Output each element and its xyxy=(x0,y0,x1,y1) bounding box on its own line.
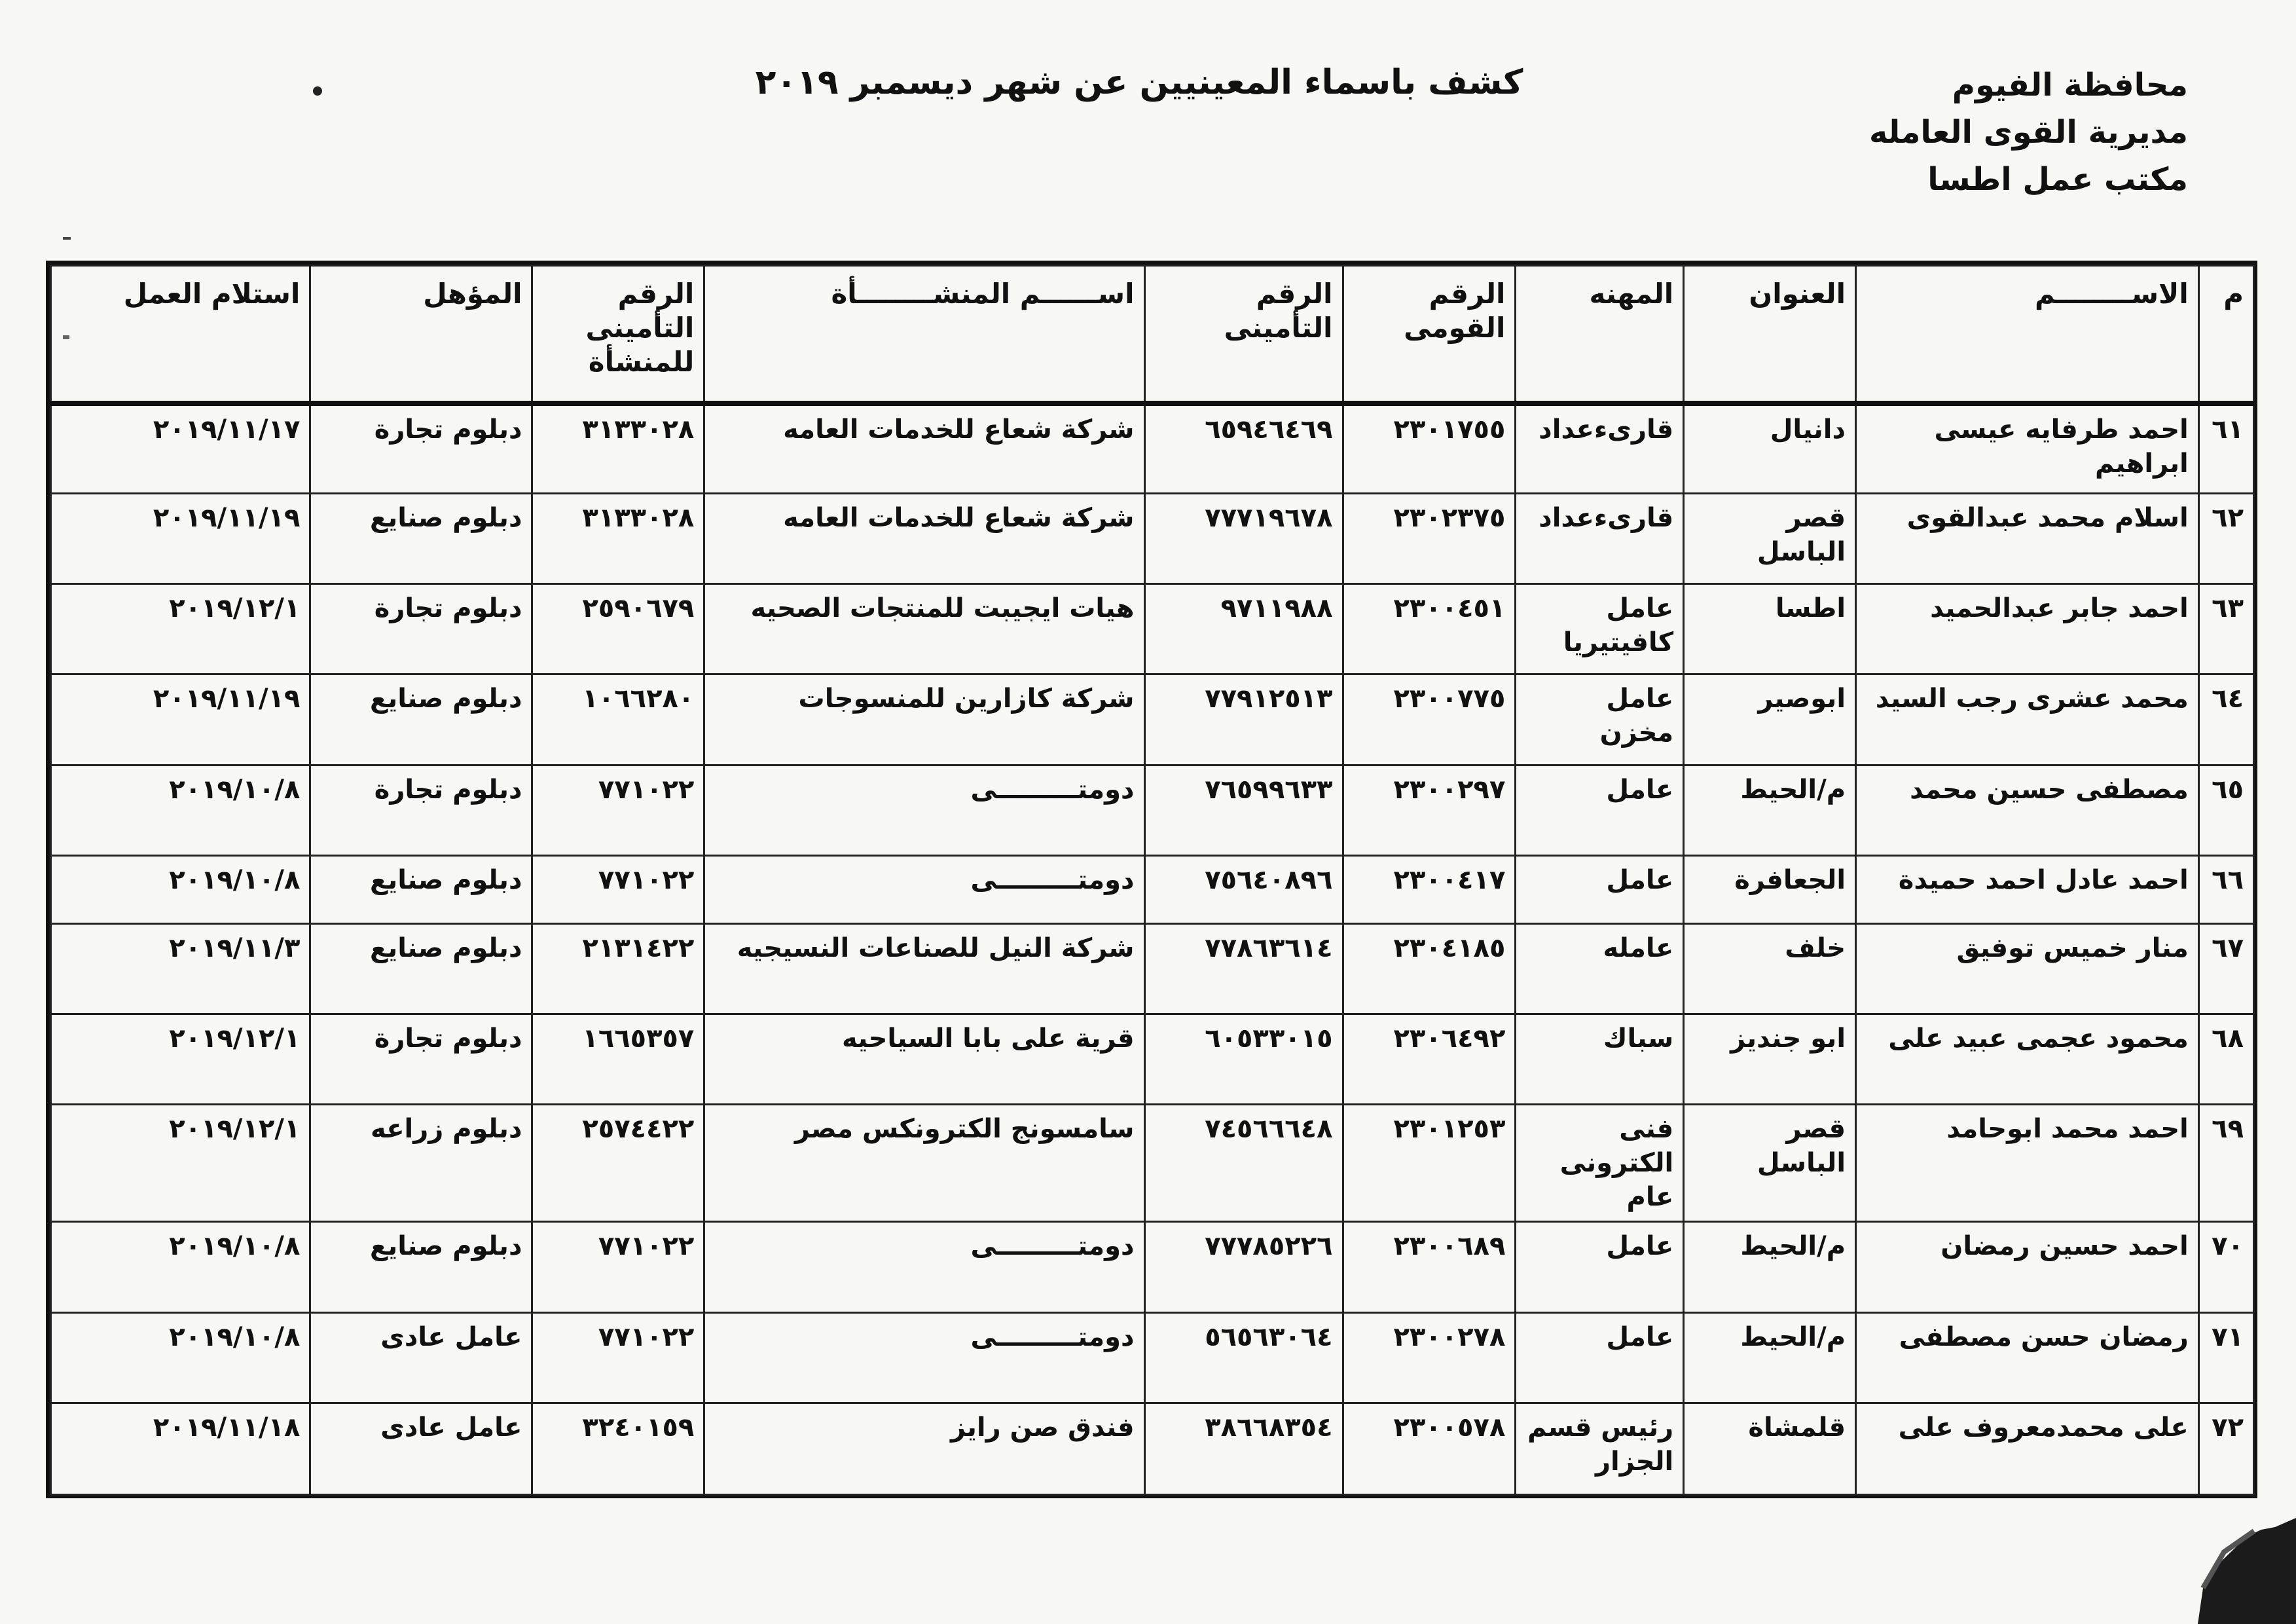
cell-national-id: ٢٣٠٠٤٥١ xyxy=(1343,584,1516,674)
cell-address: ابو جنديز xyxy=(1684,1014,1856,1105)
cell-national-id: ٢٣٠٠٢٩٧ xyxy=(1343,765,1516,855)
cell-name: منار خميس توفيق xyxy=(1856,923,2199,1014)
cell-establishment-insurance-number: ٣١٣٣٠٢٨ xyxy=(532,403,704,494)
cell-establishment-insurance-number: ٣١٣٣٠٢٨ xyxy=(532,494,704,584)
cell-index: ٧٠ xyxy=(2198,1222,2253,1312)
cell-name: مصطفى حسين محمد xyxy=(1856,765,2199,855)
cell-index: ٦٧ xyxy=(2198,923,2253,1014)
table-row xyxy=(51,494,2254,584)
cell-index: ٧٢ xyxy=(2198,1403,2253,1494)
cell-profession: عامل مخزن xyxy=(1516,674,1684,765)
cell-qualification: عامل عادى xyxy=(310,1403,532,1494)
cell-qualification: دبلوم تجارة xyxy=(310,403,532,494)
cell-index: ٦٣ xyxy=(2198,584,2253,674)
cell-address: قصر الباسل xyxy=(1684,494,1856,584)
header-block xyxy=(1869,62,2188,203)
cell-index: ٦٩ xyxy=(2198,1105,2253,1222)
cell-national-id: ٢٣٠٤١٨٥ xyxy=(1343,923,1516,1014)
cell-profession: فنى الكترونى عام xyxy=(1516,1105,1684,1222)
cell-national-id: ٢٣٠١٢٥٣ xyxy=(1343,1105,1516,1222)
page-title: كشف باسماء المعينيين عن شهر ديسمبر ٢٠١٩ xyxy=(755,63,1523,102)
cell-insurance-number: ٦٠٥٣٣٠١٥ xyxy=(1144,1014,1343,1105)
cell-insurance-number: ٧٧٨٦٣٦١٤ xyxy=(1144,923,1343,1014)
cell-national-id: ٢٣٠٠٧٧٥ xyxy=(1343,674,1516,765)
cell-address: خلف xyxy=(1684,923,1856,1014)
speck-mark xyxy=(63,237,71,240)
cell-qualification: دبلوم تجارة xyxy=(310,765,532,855)
cell-start-date: ٢٠١٩/١١/١٩ xyxy=(51,674,310,765)
cell-insurance-number: ٩٧١١٩٨٨ xyxy=(1144,584,1343,674)
cell-index: ٦٦ xyxy=(2198,855,2253,923)
cell-index: ٦٢ xyxy=(2198,494,2253,584)
cell-start-date: ٢٠١٩/١٠/٨ xyxy=(51,855,310,923)
table-row xyxy=(51,1403,2254,1494)
cell-profession: رئيس قسم الجزار xyxy=(1516,1403,1684,1494)
table-row xyxy=(51,674,2254,765)
cell-establishment-name: هيات ايجيبت للمنتجات الصحيه xyxy=(704,584,1144,674)
cell-name: رمضان حسن مصطفى xyxy=(1856,1312,2199,1403)
cell-profession: قارىءعداد xyxy=(1516,494,1684,584)
cell-name: احمد حسين رمضان xyxy=(1856,1222,2199,1312)
cell-address: دانيال xyxy=(1684,403,1856,494)
table-row xyxy=(51,1014,2254,1105)
cell-establishment-insurance-number: ٢٥٧٤٤٢٢ xyxy=(532,1105,704,1222)
cell-establishment-name: دومتـــــــــى xyxy=(704,765,1144,855)
cell-insurance-number: ٣٨٦٦٨٣٥٤ xyxy=(1144,1403,1343,1494)
cell-establishment-name: شركة النيل للصناعات النسيجيه xyxy=(704,923,1144,1014)
cell-insurance-number: ٧٧٩١٢٥١٣ xyxy=(1144,674,1343,765)
cell-qualification: دبلوم تجارة xyxy=(310,584,532,674)
cell-establishment-insurance-number: ٧٧١٠٢٢ xyxy=(532,1222,704,1312)
cell-establishment-insurance-number: ٣٢٤٠١٥٩ xyxy=(532,1403,704,1494)
cell-qualification: دبلوم صنايع xyxy=(310,1222,532,1312)
cell-establishment-name: قرية على بابا السياحيه xyxy=(704,1014,1144,1105)
cell-profession: قارىءعداد xyxy=(1516,403,1684,494)
table-row xyxy=(51,855,2254,923)
cell-index: ٧١ xyxy=(2198,1312,2253,1403)
table-header-row xyxy=(51,266,2254,403)
cell-start-date: ٢٠١٩/١١/٣ xyxy=(51,923,310,1014)
cell-address: م/الحيط xyxy=(1684,1222,1856,1312)
cell-qualification: دبلوم تجارة xyxy=(310,1014,532,1105)
cell-name: احمد محمد ابوحامد xyxy=(1856,1105,2199,1222)
cell-qualification: دبلوم صنايع xyxy=(310,674,532,765)
cell-profession: عامل كافيتيريا xyxy=(1516,584,1684,674)
cell-address: قصر الباسل xyxy=(1684,1105,1856,1222)
cell-address: م/الحيط xyxy=(1684,765,1856,855)
cell-profession: عامل xyxy=(1516,1222,1684,1312)
cell-start-date: ٢٠١٩/١٢/١ xyxy=(51,1014,310,1105)
cell-establishment-name: دومتـــــــــى xyxy=(704,1222,1144,1312)
cell-address: الجعافرة xyxy=(1684,855,1856,923)
cell-establishment-name: دومتـــــــــى xyxy=(704,855,1144,923)
cell-profession: عامل xyxy=(1516,765,1684,855)
cell-index: ٦١ xyxy=(2198,403,2253,494)
cell-national-id: ٢٣٠٠٢٧٨ xyxy=(1343,1312,1516,1403)
cell-insurance-number: ٧٧٧١٩٦٧٨ xyxy=(1144,494,1343,584)
cell-establishment-insurance-number: ١٠٦٦٢٨٠ xyxy=(532,674,704,765)
cell-name: احمد عادل احمد حميدة xyxy=(1856,855,2199,923)
cell-start-date: ٢٠١٩/١١/١٩ xyxy=(51,494,310,584)
cell-insurance-number: ٥٦٥٦٣٠٦٤ xyxy=(1144,1312,1343,1403)
cell-establishment-insurance-number: ٢٥٩٠٦٧٩ xyxy=(532,584,704,674)
cell-establishment-insurance-number: ٧٧١٠٢٢ xyxy=(532,1312,704,1403)
cell-insurance-number: ٦٥٩٤٦٤٦٩ xyxy=(1144,403,1343,494)
cell-national-id: ٢٣٠١٧٥٥ xyxy=(1343,403,1516,494)
cell-start-date: ٢٠١٩/١١/١٧ xyxy=(51,403,310,494)
cell-address: قلمشاة xyxy=(1684,1403,1856,1494)
cell-establishment-name: دومتـــــــــى xyxy=(704,1312,1144,1403)
cell-name: محمد عشرى رجب السيد xyxy=(1856,674,2199,765)
cell-index: ٦٥ xyxy=(2198,765,2253,855)
cell-insurance-number: ٧٧٧٨٥٢٢٦ xyxy=(1144,1222,1343,1312)
header-name: الاســــــــم xyxy=(1856,266,2199,403)
cell-establishment-insurance-number: ١٦٦٥٣٥٧ xyxy=(532,1014,704,1105)
cell-qualification: دبلوم صنايع xyxy=(310,494,532,584)
cell-profession: عامله xyxy=(1516,923,1684,1014)
header-establishment-insurance-number: الرقم التأمينى للمنشأة xyxy=(532,266,704,403)
header-index: م xyxy=(2198,266,2253,403)
cell-national-id: ٢٣٠٢٣٧٥ xyxy=(1343,494,1516,584)
table-row xyxy=(51,1312,2254,1403)
cell-start-date: ٢٠١٩/١٢/١ xyxy=(51,584,310,674)
cell-address: م/الحيط xyxy=(1684,1312,1856,1403)
header-qualification: المؤهل xyxy=(310,266,532,403)
dot-mark xyxy=(313,86,322,96)
cell-start-date: ٢٠١٩/١٢/١ xyxy=(51,1105,310,1222)
cell-qualification: دبلوم زراعه xyxy=(310,1105,532,1222)
cell-name: احمد طرفايه عيسى ابراهيم xyxy=(1856,403,2199,494)
cell-insurance-number: ٧٥٦٤٠٨٩٦ xyxy=(1144,855,1343,923)
cell-establishment-name: شركة شعاع للخدمات العامه xyxy=(704,403,1144,494)
cell-insurance-number: ٧٦٥٩٩٦٣٣ xyxy=(1144,765,1343,855)
cell-profession: عامل xyxy=(1516,1312,1684,1403)
cell-qualification: دبلوم صنايع xyxy=(310,923,532,1014)
cell-establishment-insurance-number: ٧٧١٠٢٢ xyxy=(532,855,704,923)
office-label: مكتب عمل اطسا xyxy=(1927,161,2188,198)
cell-name: على محمدمعروف على xyxy=(1856,1403,2199,1494)
table-row xyxy=(51,1105,2254,1222)
cell-start-date: ٢٠١٩/١٠/٨ xyxy=(51,765,310,855)
table-row xyxy=(51,923,2254,1014)
governorate-label: محافظة الفيوم xyxy=(1952,67,2188,103)
cell-national-id: ٢٣٠٠٥٧٨ xyxy=(1343,1403,1516,1494)
table-row xyxy=(51,765,2254,855)
cell-national-id: ٢٣٠٠٦٨٩ xyxy=(1343,1222,1516,1312)
cell-address: اطسا xyxy=(1684,584,1856,674)
cell-profession: سباك xyxy=(1516,1014,1684,1105)
cell-national-id: ٢٣٠٦٤٩٢ xyxy=(1343,1014,1516,1105)
cell-insurance-number: ٧٤٥٦٦٦٤٨ xyxy=(1144,1105,1343,1222)
table-row xyxy=(51,403,2254,494)
cell-start-date: ٢٠١٩/١٠/٨ xyxy=(51,1222,310,1312)
cell-qualification: عامل عادى xyxy=(310,1312,532,1403)
header-establishment-name: اســــــم المنشــــــــأة xyxy=(704,266,1144,403)
ink-mark xyxy=(2126,1454,2296,1624)
cell-name: اسلام محمد عبدالقوى xyxy=(1856,494,2199,584)
header-national-id: الرقم القومى xyxy=(1343,266,1516,403)
cell-start-date: ٢٠١٩/١١/١٨ xyxy=(51,1403,310,1494)
cell-establishment-insurance-number: ٢١٣١٤٢٢ xyxy=(532,923,704,1014)
cell-establishment-name: شركة شعاع للخدمات العامه xyxy=(704,494,1144,584)
header-start-date: استلام العمل xyxy=(51,266,310,403)
cell-establishment-name: سامسونج الكترونكس مصر xyxy=(704,1105,1144,1222)
cell-name: محمود عجمى عبيد على xyxy=(1856,1014,2199,1105)
cell-qualification: دبلوم صنايع xyxy=(310,855,532,923)
header-insurance-number: الرقم التأمينى xyxy=(1144,266,1343,403)
cell-national-id: ٢٣٠٠٤١٧ xyxy=(1343,855,1516,923)
header-profession: المهنه xyxy=(1516,266,1684,403)
cell-establishment-insurance-number: ٧٧١٠٢٢ xyxy=(532,765,704,855)
cell-start-date: ٢٠١٩/١٠/٨ xyxy=(51,1312,310,1403)
directorate-label: مديرية القوى العامله xyxy=(1868,114,2188,151)
table-row xyxy=(51,584,2254,674)
cell-profession: عامل xyxy=(1516,855,1684,923)
table-row xyxy=(51,1222,2254,1312)
cell-name: احمد جابر عبدالحميد xyxy=(1856,584,2199,674)
header-address: العنوان xyxy=(1684,266,1856,403)
cell-establishment-name: شركة كازارين للمنسوجات xyxy=(704,674,1144,765)
cell-establishment-name: فندق صن رايز xyxy=(704,1403,1144,1494)
cell-index: ٦٤ xyxy=(2198,674,2253,765)
cell-address: ابوصير xyxy=(1684,674,1856,765)
appointments-table-wrapper xyxy=(46,261,2257,1498)
cell-index: ٦٨ xyxy=(2198,1014,2253,1105)
appointments-table xyxy=(50,265,2255,1496)
